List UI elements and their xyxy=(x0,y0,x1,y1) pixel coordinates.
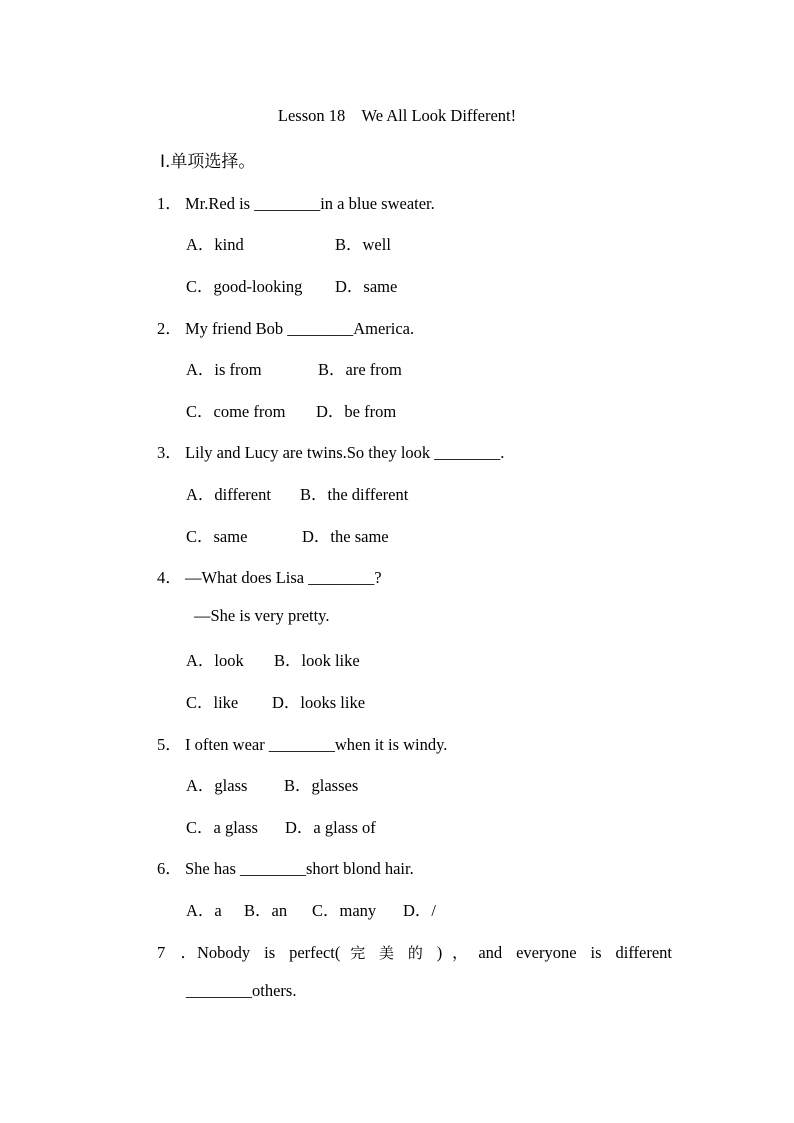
question-7-continuation: ________others. xyxy=(186,981,297,1000)
option-6d: D．/ xyxy=(403,901,436,920)
option-3d: D．the same xyxy=(302,527,389,546)
option-2a: A．is from xyxy=(186,360,262,379)
option-6a: A．a xyxy=(186,901,222,920)
question-number: 3． xyxy=(157,443,182,462)
lesson-title: Lesson 18 We All Look Different! xyxy=(277,106,517,125)
option-4b: B．look like xyxy=(274,651,360,670)
question-text-part2: )，and everyone is different xyxy=(436,943,672,962)
option-1b: B．well xyxy=(335,235,391,254)
question-text: Lily and Lucy are twins.So they look ________. xyxy=(185,443,505,462)
question-number: 4． xyxy=(157,568,182,587)
option-5b: B．glasses xyxy=(284,776,359,795)
option-4d: D．looks like xyxy=(272,693,366,712)
question-text: —What does Lisa ________? xyxy=(185,568,382,587)
option-4a: A．look xyxy=(186,651,244,670)
option-5c: C．a glass xyxy=(186,818,258,837)
option-3c: C．same xyxy=(186,527,248,546)
question-4-reply: —She is very pretty. xyxy=(194,606,330,625)
question-6-stem xyxy=(157,855,414,879)
question-number: 1． xyxy=(157,194,182,213)
option-1a: A．kind xyxy=(186,235,244,254)
question-text: She has ________short blond hair. xyxy=(185,859,414,878)
question-number: 7． xyxy=(157,943,197,962)
option-6b: B．an xyxy=(244,901,288,920)
question-3-stem xyxy=(157,439,504,463)
option-1c: C．good-looking xyxy=(186,277,303,296)
option-2b: B．are from xyxy=(318,360,402,379)
option-4c: C．like xyxy=(186,693,239,712)
question-text: My friend Bob ________America. xyxy=(185,319,415,338)
question-number: 5． xyxy=(157,735,182,754)
question-4-stem xyxy=(157,564,382,588)
question-number: 6． xyxy=(157,859,182,878)
option-2c: C．come from xyxy=(186,402,286,421)
question-7-stem xyxy=(157,939,672,963)
question-1-stem xyxy=(157,190,435,214)
question-text: I often wear ________when it is windy. xyxy=(185,735,448,754)
question-text-cjk: 完美的 xyxy=(340,944,437,962)
section-heading: Ⅰ.单项选择。 xyxy=(160,152,256,172)
option-6c: C．many xyxy=(312,901,377,920)
option-5a: A．glass xyxy=(186,776,248,795)
option-3b: B．the different xyxy=(300,485,409,504)
question-5-stem xyxy=(157,731,447,755)
question-number: 2． xyxy=(157,319,182,338)
question-2-stem xyxy=(157,315,414,339)
option-2d: D．be from xyxy=(316,402,397,421)
option-5d: D．a glass of xyxy=(285,818,376,837)
question-text-part1: Nobody is perfect( xyxy=(197,943,341,962)
option-3a: A．different xyxy=(186,485,271,504)
option-1d: D．same xyxy=(335,277,398,296)
question-text: Mr.Red is ________in a blue sweater. xyxy=(185,194,435,213)
